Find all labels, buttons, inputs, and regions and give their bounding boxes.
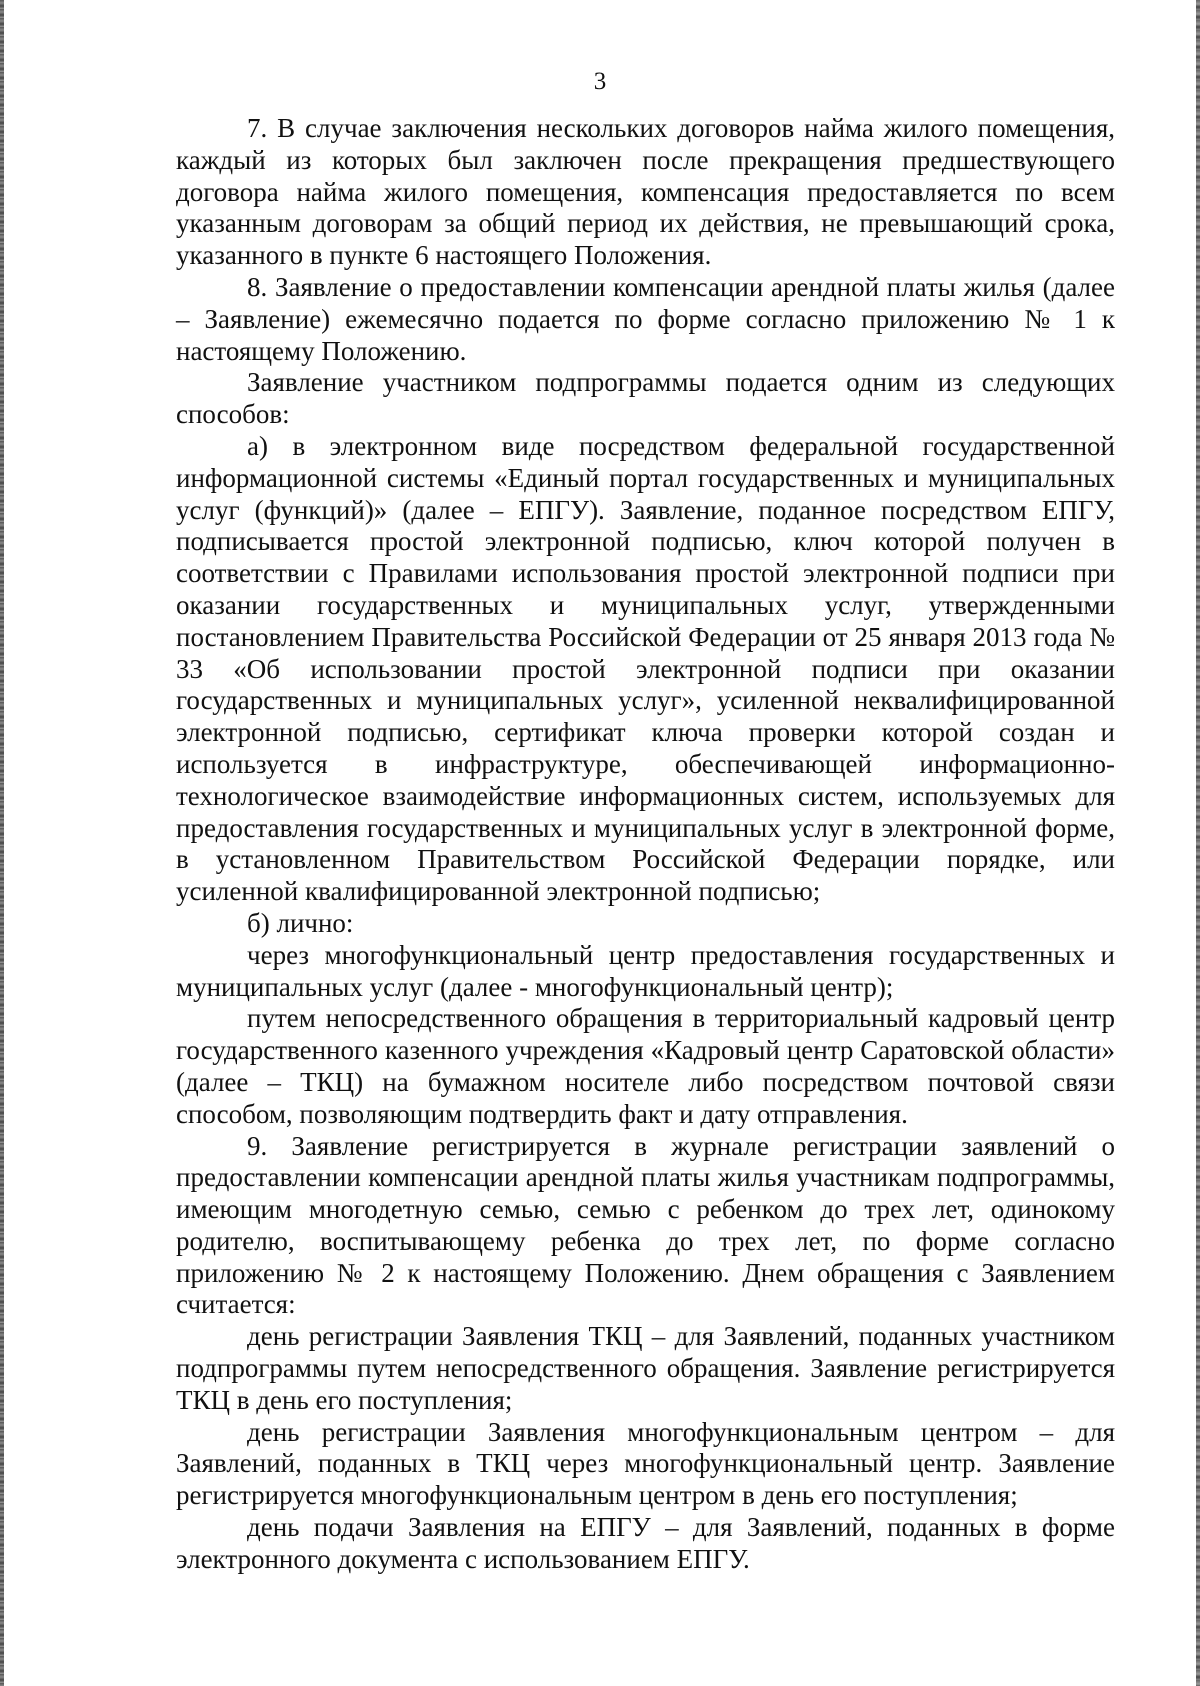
paragraph-9: 9. Заявление регистрируется в журнале регистрации заявлений о предоставлении компенсации арендной платы жилья участникам подпрограммы, имеющим многодетную семью, семью с ребенком до трех лет, одинокому родителю, воспитывающему ребенка до трех лет, по форме согласно приложению № 2 к настоящему Положению. Днем обращения с Заявлением считается: <box>176 1130 1115 1320</box>
paragraph-submission-methods: Заявление участником подпрограммы подается одним из следующих способов: <box>176 367 1115 430</box>
scan-edge-left <box>0 0 4 1686</box>
paragraph-direct-tkc: путем непосредственного обращения в территориальный кадровый центр государственного казенного учреждения «Кадровый центр Саратовской области» (далее – ТКЦ) на бумажном носителе либо посредством почтовой связи способом, позволяющим подтвердить факт и дату отправления. <box>176 1003 1115 1129</box>
paragraph-8: 8. Заявление о предоставлении компенсации арендной платы жилья (далее – Заявление) ежемесячно подается по форме согласно приложению № 1 к настоящему Положению. <box>176 271 1115 366</box>
paragraph-registration-day-tkc: день регистрации Заявления ТКЦ – для Заявлений, поданных участником подпрограммы путем непосредственного обращения. Заявление регистрируется ТКЦ в день его поступления; <box>176 1321 1115 1415</box>
paragraph-method-b-in-person: б) лично: <box>247 907 354 938</box>
paragraph-7: 7. В случае заключения нескольких договоров найма жилого помещения, каждый из которых был заключен после прекращения предшествующего договора найма жилого помещения, компенсация предоставляется по всем указанным договорам за общий период их действия, не превышающий срока, указанного в пункте 6 настоящего Положения. <box>176 113 1115 271</box>
paragraph-submission-day-epgu: день подачи Заявления на ЕПГУ – для Заявлений, поданных в форме электронного документа с использованием ЕПГУ. <box>176 1512 1115 1574</box>
scan-edge-right <box>1196 0 1200 1686</box>
paragraph-registration-day-mfc: день регистрации Заявления многофункциональным центром – для Заявлений, поданных в ТКЦ через многофункциональный центр. Заявление регистрируется многофункциональным центром в день его поступления; <box>176 1416 1115 1511</box>
paragraph-via-mfc: через многофункциональный центр предоставления государственных и муниципальных услуг (далее - многофункциональный центр); <box>176 939 1115 1002</box>
page-number: 3 <box>593 68 607 95</box>
paragraph-method-a-electronic: а) в электронном виде посредством федеральной государственной информационной системы «Единый портал государственных и муниципальных услуг (функций)» (далее – ЕПГУ). Заявление, поданное посредством ЕПГУ, подписывается простой электронной подписью, ключ которой получен в соответствии с Правилами использования простой электронной подписи при оказании государственных и муниципальных услуг, утвержденными постановлением Правительства Российской Федерации от 25 января 2013 года № 33 «Об использовании простой электронной подписи при оказании государственных и муниципальных услуг», усиленной неквалифицированной электронной подписью, сертификат ключа проверки которой создан и используется в инфраструктуре, обеспечивающей информационно-технологическое взаимодействие информационных систем, используемых для предоставления государственных и муниципальных услуг в электронной форме, в установленном Правительством Российской Федерации порядке, или усиленной квалифицированной электронной подписью; <box>176 430 1115 907</box>
document-body <box>176 113 1115 1576</box>
